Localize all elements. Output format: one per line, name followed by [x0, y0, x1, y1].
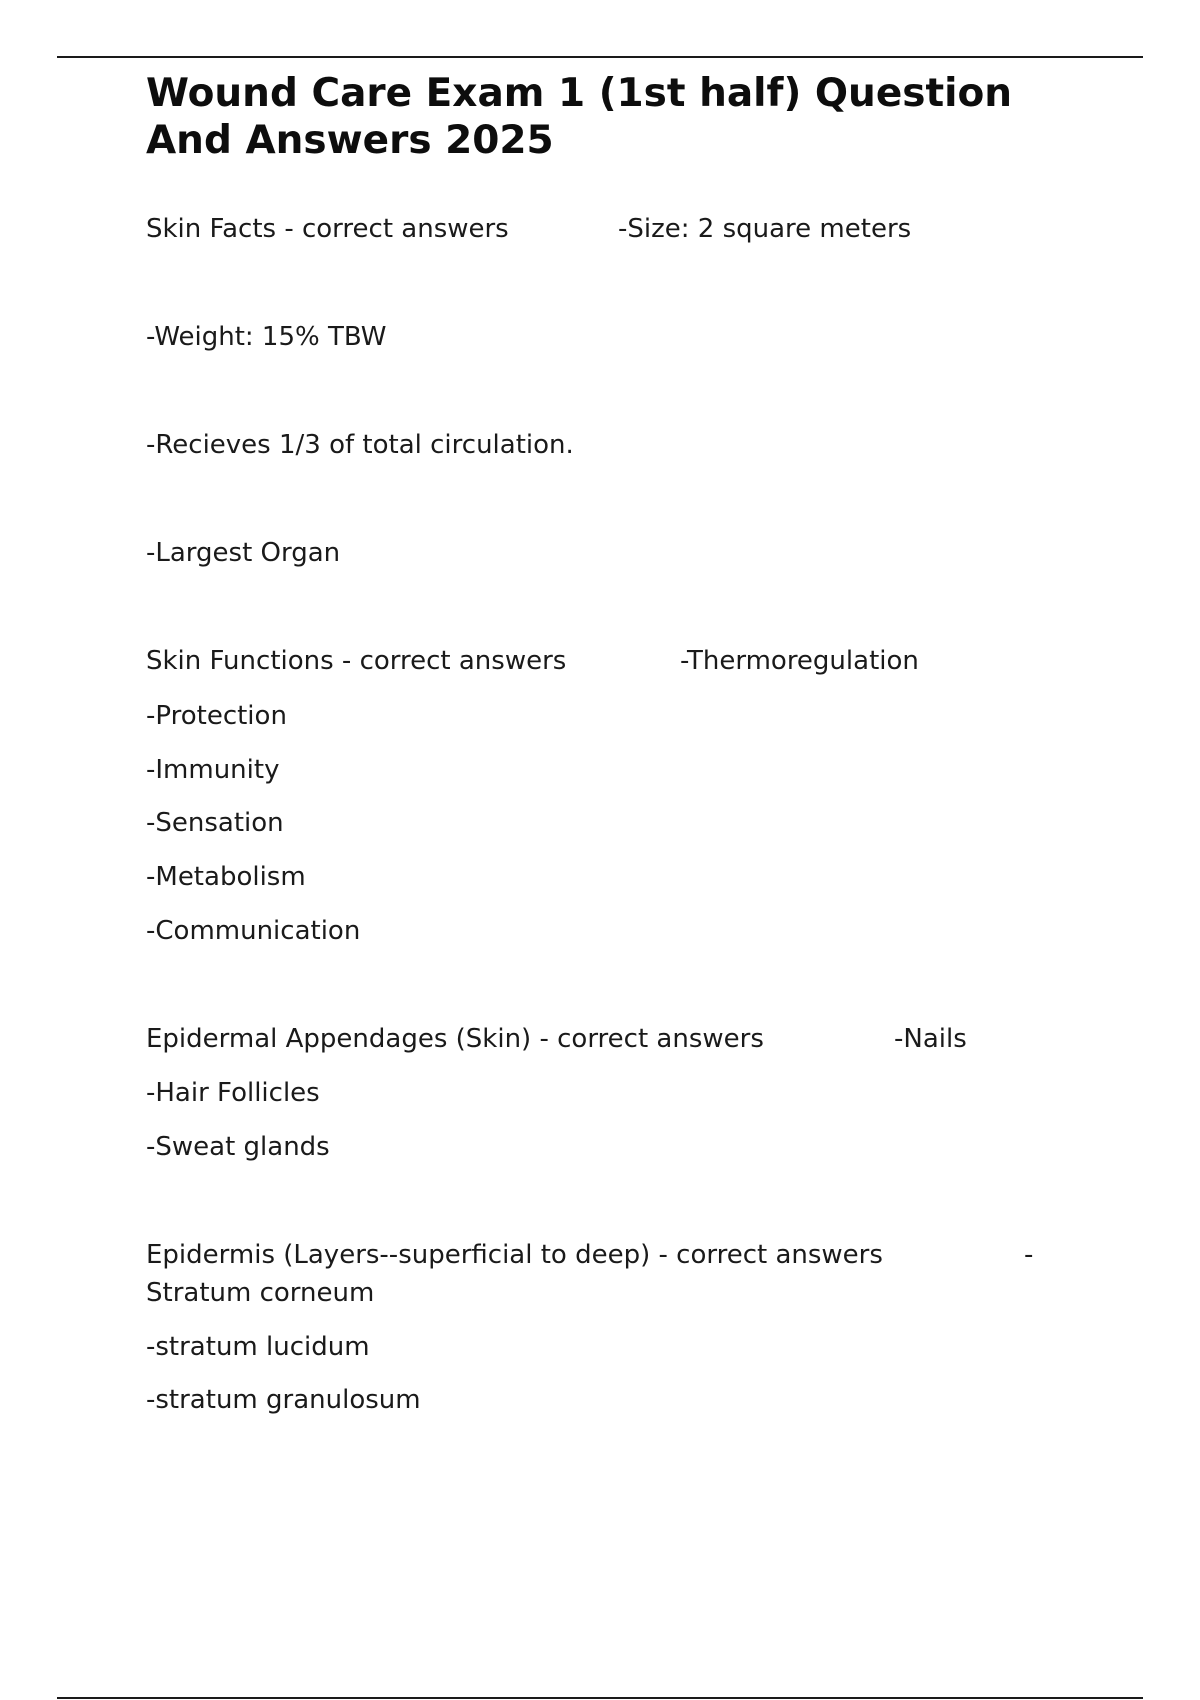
answer-line: -Weight: 15% TBW — [146, 322, 387, 352]
answer-line: -Largest Organ — [146, 538, 341, 568]
answer-line: -Immunity — [146, 755, 280, 785]
answer-line: -Communication — [146, 916, 361, 946]
answer-line: -Recieves 1/3 of total circulation. — [146, 430, 574, 460]
answer-text: Stratum corneum — [146, 1278, 375, 1308]
question-text: Epidermal Appendages (Skin) - correct answers — [146, 1024, 764, 1054]
answer-line: -stratum lucidum — [146, 1332, 370, 1362]
document-title: Wound Care Exam 1 (1st half) Question And Answers 2025 — [146, 71, 1013, 163]
answer-text: -Size: 2 square meters — [618, 214, 912, 244]
answer-line: -Metabolism — [146, 862, 306, 892]
answer-text: -Thermoregulation — [680, 646, 919, 676]
answer-dash: - — [1024, 1240, 1034, 1270]
qa-question-line — [146, 1020, 967, 1058]
question-text: Skin Facts - correct answers — [146, 214, 509, 244]
qa-question-line — [146, 642, 919, 680]
qa-question-line — [146, 1236, 1034, 1274]
answer-line: -Hair Follicles — [146, 1078, 320, 1108]
question-text: Epidermis (Layers--superficial to deep) - correct answers — [146, 1240, 883, 1270]
answer-line: -Sensation — [146, 808, 284, 838]
qa-question-line — [146, 210, 912, 248]
question-text: Skin Functions - correct answers — [146, 646, 567, 676]
top-rule — [57, 56, 1143, 58]
answer-line: -Sweat glands — [146, 1132, 330, 1162]
answer-line: -Protection — [146, 701, 287, 731]
answer-text: -Nails — [894, 1024, 967, 1054]
answer-line: -stratum granulosum — [146, 1385, 421, 1415]
bottom-rule — [57, 1697, 1143, 1699]
